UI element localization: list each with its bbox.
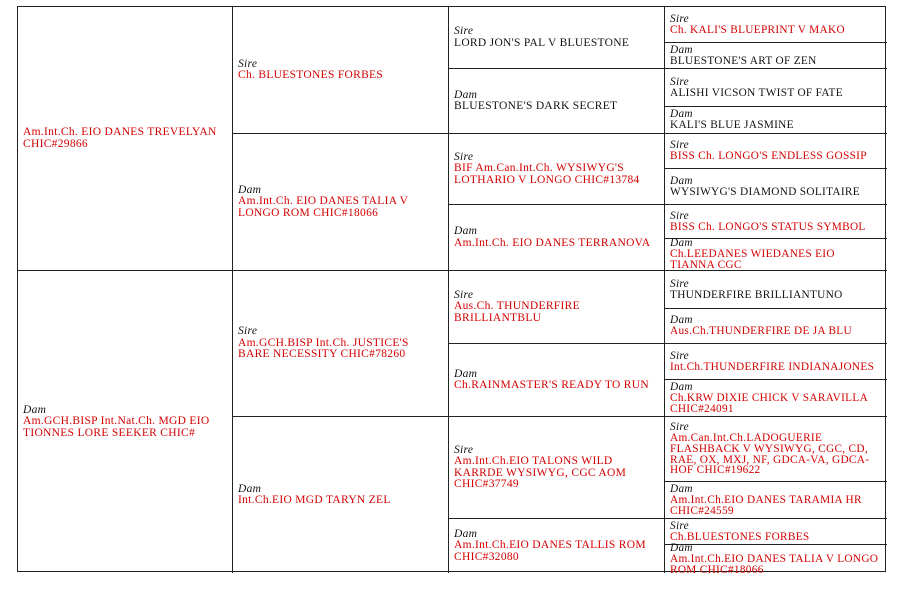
parent-role-label: Dam (454, 225, 478, 237)
dog-name: Ch.RAINMASTER'S READY TO RUN (454, 379, 649, 391)
parent-role-label: Dam (670, 541, 693, 554)
dog-name: Aus.Ch. THUNDERFIRE BRILLIANTBLU (454, 300, 580, 324)
pedigree-cell-gen4 (665, 380, 887, 417)
pedigree-cell-gen2 (233, 7, 449, 134)
dog-name: ALISHI VICSON TWIST OF FATE (670, 86, 843, 99)
dog-name: Ch. BLUESTONES FORBES (238, 69, 384, 81)
parent-role-label: Dam (670, 174, 693, 187)
parent-role-label: Sire (238, 325, 258, 338)
pedigree-cell-gen3 (449, 134, 665, 205)
pedigree-cell-gen3 (449, 7, 665, 69)
dog-name: KALI'S BLUE JASMINE (670, 119, 794, 132)
parent-role-label: Sire (238, 57, 258, 70)
parent-role-label: Sire (670, 519, 689, 532)
dog-name: Int.Ch.EIO MGD TARYN ZEL (238, 494, 391, 506)
parent-role-label: Sire (454, 150, 474, 163)
parent-role-label: Sire (454, 288, 474, 301)
parent-role-label: Dam (670, 314, 693, 327)
pedigree-cell-gen4 (665, 482, 887, 519)
parent-role-label: Dam (454, 527, 478, 540)
pedigree-cell-gen3 (449, 69, 665, 134)
pedigree-cell-gen4 (665, 239, 887, 271)
dog-name: BIF Am.Can.Int.Ch. WYSIWYG'S LOTHARIO V LONGO CHIC#13784 (454, 162, 640, 186)
pedigree-cell-gen3 (449, 205, 665, 271)
parent-role-label: Dam (454, 367, 478, 380)
dog-name: Am.GCH.BISP Int.Ch. JUSTICE'S BARE NECESSITY CHIC#78260 (238, 336, 409, 361)
dog-name: Am.Int.Ch.EIO TALONS WILD KARRDE WYSIWYG, CGC AOM CHIC#37749 (454, 455, 627, 490)
parent-role-label: Dam (238, 482, 262, 495)
pedigree-cell-gen4 (665, 541, 887, 576)
pedigree-cell-gen1 (18, 271, 233, 573)
dog-name: Am.GCH.BISP Int.Nat.Ch. MGD EIO TIONNES LORE SEEKER CHIC# (23, 415, 210, 439)
dog-name: Aus.Ch.THUNDERFIRE DE JA BLU (670, 325, 852, 338)
dog-name: Ch.KRW DIXIE CHICK V SARAVILLA CHIC#24091 (670, 391, 868, 415)
dog-name: Am.Int.Ch.EIO DANES TARAMIA HR CHIC#24559 (670, 493, 862, 517)
pedigree-cell-gen2 (233, 134, 449, 271)
parent-role-label: Sire (670, 75, 689, 88)
pedigree-cell-gen2 (233, 417, 449, 573)
pedigree-cell-gen4 (665, 69, 887, 107)
parent-role-label: Sire (670, 349, 689, 362)
parent-role-label: Dam (670, 108, 693, 121)
parent-role-label: Dam (670, 43, 693, 56)
dog-name: BLUESTONE'S DARK SECRET (454, 100, 618, 112)
pedigree-cell-gen4 (665, 169, 887, 205)
pedigree-cell-gen4 (665, 205, 887, 239)
pedigree-cell-gen4 (665, 417, 887, 482)
dog-name: Am.Int.Ch. EIO DANES TREVELYAN CHIC#29866 (23, 126, 217, 150)
parent-role-label: Sire (670, 277, 689, 290)
parent-role-label: Sire (670, 139, 689, 152)
pedigree-cell-gen4 (665, 7, 887, 43)
dog-name: Am.Int.Ch.EIO DANES TALIA V LONGO ROM CHIC#18066 (670, 552, 879, 576)
pedigree-cell-gen4 (665, 519, 887, 545)
dog-name: BLUESTONE'S ART OF ZEN (670, 54, 817, 67)
pedigree-cell-gen4 (665, 344, 887, 380)
dog-name: WYSIWYG'S DIAMOND SOLITAIRE (670, 185, 860, 198)
parent-role-label: Dam (670, 482, 693, 495)
dog-name: Am.Int.Ch.EIO DANES TALLIS ROM CHIC#32080 (454, 539, 646, 563)
dog-name: THUNDERFIRE BRILLIANTUNO (670, 288, 843, 301)
parent-role-label: Dam (670, 380, 693, 393)
dog-name: LORD JON'S PAL V BLUESTONE (454, 36, 630, 49)
dog-name: Am.Int.Ch. EIO DANES TALIA V LONGO ROM CHIC#18066 (238, 195, 409, 219)
parent-role-label: Dam (454, 88, 478, 101)
parent-role-label: Sire (670, 421, 689, 434)
dog-name: Am.Int.Ch. EIO DANES TERRANOVA (454, 236, 651, 249)
pedigree-chart (17, 6, 886, 576)
dog-name: Int.Ch.THUNDERFIRE INDIANAJONES (670, 360, 875, 373)
pedigree-cell-gen4 (665, 271, 887, 309)
parent-role-label: Dam (238, 183, 262, 196)
dog-name: Am.Can.Int.Ch.LADOGUERIE FLASHBACK V WYSIWYG, CGC, CD, RAE, OX, MXJ, NF, GDCA-VA, GDCA-HOF CHIC#19622 (670, 432, 870, 477)
dog-name: Ch.LEEDANES WIEDANES EIO TIANNA CGC (670, 248, 835, 271)
pedigree-cell-gen2 (233, 271, 449, 417)
dog-name: Ch.BLUESTONES FORBES (670, 530, 810, 543)
dog-name: BISS Ch. LONGO'S STATUS SYMBOL (670, 220, 866, 233)
parent-role-label: Sire (454, 443, 474, 456)
parent-role-label: Sire (670, 12, 689, 25)
parent-role-label: Dam (670, 237, 693, 250)
pedigree-cell-gen4 (665, 43, 887, 69)
pedigree-cell-gen3 (449, 417, 665, 519)
pedigree-cell-gen4 (665, 134, 887, 169)
pedigree-cell-gen3 (449, 271, 665, 344)
pedigree-cell-gen3 (449, 519, 665, 573)
parent-role-label: Sire (670, 209, 689, 222)
pedigree-cell-gen1 (18, 7, 233, 271)
pedigree-cell-gen4 (665, 309, 887, 344)
parent-role-label: Sire (454, 25, 474, 37)
dog-name: BISS Ch. LONGO'S ENDLESS GOSSIP (670, 150, 867, 163)
parent-role-label: Dam (23, 403, 47, 416)
pedigree-cell-gen4 (665, 107, 887, 134)
pedigree-cell-gen3 (449, 344, 665, 417)
dog-name: Ch. KALI'S BLUEPRINT V MAKO (670, 23, 845, 36)
